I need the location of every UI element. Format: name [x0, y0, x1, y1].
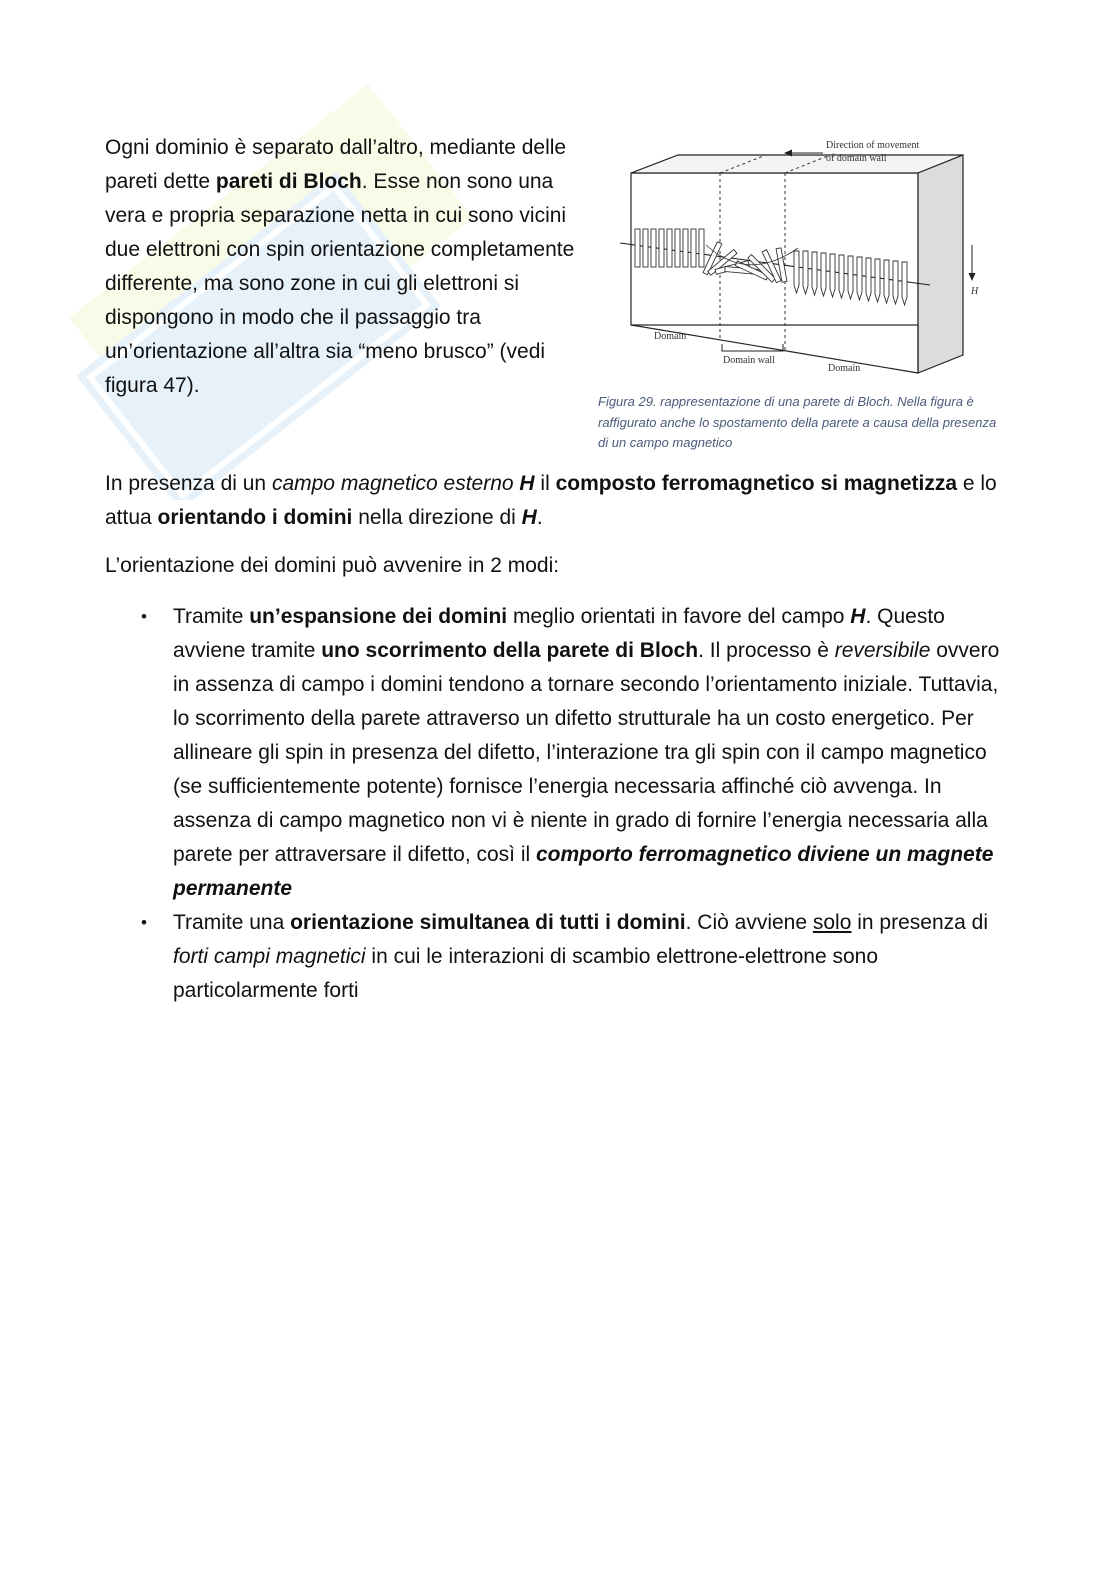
label-direction-line1: Direction of movement [826, 140, 920, 151]
emphasis-text: forti campi magnetici [173, 945, 366, 968]
label-field-h: H [971, 286, 979, 297]
text-run: in cui le interazioni di scambio elettrone-elettrone sono particolarmente forti [173, 945, 879, 1002]
text-run: meglio orientati in favore del campo [507, 605, 851, 628]
text-run: . [536, 506, 543, 529]
emphasis-text: H [850, 605, 866, 628]
list-item-text [173, 605, 999, 900]
text-run: nella direzione di [352, 506, 522, 529]
emphasis-text: uno scorrimento della parete di Bloch [321, 639, 699, 662]
list-item-expansion [105, 600, 1005, 906]
emphasis-text: campo magnetico esterno [271, 472, 520, 495]
text-run: . Questo avviene tramite [173, 605, 945, 662]
label-domain-left: Domain [654, 331, 687, 342]
emphasis-text: pareti di Bloch [215, 170, 362, 193]
emphasis-text: reversibile [834, 639, 931, 662]
emphasis-text: H [521, 506, 537, 529]
text-run: . Il processo è [698, 639, 835, 662]
emphasis-text: H [519, 472, 535, 495]
text-run: L’orientazione dei domini può avvenire in 2 modi: [105, 554, 560, 577]
block-side-face [918, 155, 963, 373]
bullet-dot-icon: • [141, 607, 147, 626]
figure-caption: Figura 29. rappresentazione di una parete di Bloch. Nella figura è raffigurato anche lo spostamento della parete a causa della presenza di un campo magnetico [598, 394, 997, 450]
text-run: Tramite una [173, 911, 291, 934]
text-run: il [534, 472, 556, 495]
field-paragraph [105, 467, 1005, 535]
bloch-wall-figure [598, 133, 998, 454]
list-item-text [173, 911, 988, 1002]
block-top-face [631, 155, 963, 173]
emphasis-text: orientando i domini [157, 506, 353, 529]
orientation-modes-list [105, 600, 1005, 1008]
modes-paragraph [105, 549, 1005, 583]
bloch-wall-diagram [598, 133, 998, 388]
text-run: Ogni dominio è separato dall’altro, mediante delle pareti dette [105, 136, 567, 193]
label-direction-line2: of domain wall [826, 153, 887, 164]
text-run: in presenza di [851, 911, 988, 934]
label-domain-wall: Domain wall [723, 355, 775, 366]
text-run: . Esse non sono una vera e propria separazione netta in cui sono vicini due elettroni con spin orientazione completamente differente, ma sono zone in cui gli elettroni si dispongono in modo che il passaggio tra un’orientazione all’altra sia “meno brusco” (vedi figura 47). [105, 170, 575, 397]
text-run: e lo attua [105, 472, 997, 529]
label-domain-right: Domain [828, 363, 861, 374]
spins-left-domain [635, 229, 704, 267]
text-run: . Ciò avviene [685, 911, 813, 934]
intro-paragraph [105, 131, 595, 403]
emphasis-text: orientazione simultanea di tutti i domini [290, 911, 686, 934]
emphasis-text: solo [812, 911, 852, 934]
emphasis-text: comporto ferromagnetico diviene un magnete permanente [173, 843, 994, 900]
emphasis-text: composto ferromagnetico si magnetizza [555, 472, 958, 495]
text-run: ovvero in assenza di campo i domini tendono a tornare secondo l’orientamento iniziale. Tuttavia, lo scorrimento della parete attraverso un difetto strutturale ha un costo energetico. Per allineare gli spin in presenza del difetto, l’interazione tra gli spin con il campo magnetico (se sufficientemente potente) fornisce l’energia necessaria affinché ciò avvenga. In assenza di campo magnetico non vi è niente in grado di fornire l’energia necessaria alla parete per attraversare il difetto, così il [173, 639, 1000, 866]
bullet-dot-icon: • [141, 913, 147, 932]
block-front-face [631, 173, 918, 325]
list-item-simultaneous [105, 906, 1005, 1008]
text-run: In presenza di un [105, 472, 272, 495]
text-run: Tramite [173, 605, 250, 628]
emphasis-text: un’espansione dei domini [249, 605, 508, 628]
